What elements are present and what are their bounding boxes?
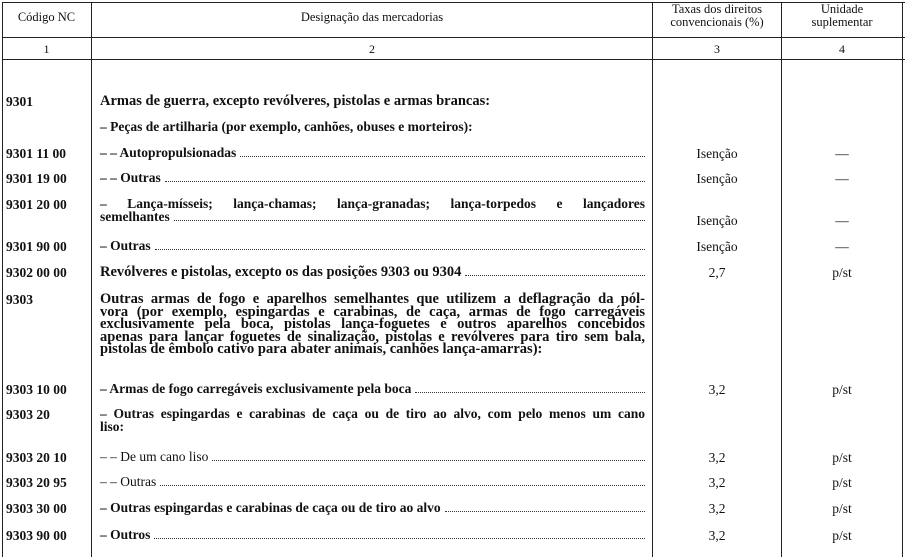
row-code: 9302 00 00 [6,265,67,280]
leader-dots [165,172,645,182]
row-unit: — [835,239,849,254]
row-description-text: – Armas de fogo carregáveis exclusivamente pela boca [100,381,412,396]
leader-dots [445,502,645,512]
row-description [100,502,645,515]
row-unit: p/st [832,475,852,490]
row-description [100,451,645,464]
row-description: – Peças de artilharia (por exemplo, canhões, obuses e morteiros): [100,119,473,134]
row-description [100,383,645,396]
row-description [100,408,645,433]
row-description-text: – – Outras [100,474,157,489]
row-rate: Isenção [696,239,738,254]
row-code: 9303 20 10 [6,450,67,465]
row-description [100,476,645,489]
table-border-right [902,2,903,557]
row-rate: 3,2 [708,382,726,397]
row-rate: 3,2 [708,528,726,543]
row-description-line: apenas para lançar foguetes de sinalização, pistolas e revólveres para tiro sem bala, [100,328,645,345]
row-code: 9301 [6,94,33,109]
row-code: 9303 [6,292,33,307]
row-unit: p/st [832,501,852,516]
leader-dots [154,529,645,539]
row-description-text: – Outras espingardas e carabinas de caça ou de tiro ao alvo [100,500,441,515]
row-description-text: – – De um cano liso [100,449,209,464]
row-code: 9303 10 00 [6,382,67,397]
row-description [100,172,645,185]
row-description [100,293,645,356]
row-unit: p/st [832,450,852,465]
header-code: Código NC [17,10,76,24]
header-unit-line1: Unidade [820,2,864,16]
table-border-left [2,2,3,557]
row-description-line: vora (por exemplo, espingardas e carabinas, de caça, armas de fogo carregáveis [100,303,645,320]
row-code: 9301 90 00 [6,239,67,254]
row-description-line: Outras armas de fogo e aparelhos semelhantes que utilizem a deflagração da pól- [100,291,645,307]
row-description-line: liso: [100,418,125,434]
row-description-line: exclusivamente pela boca, pistolas lança-foguetes e outros aparelhos concebidos [100,316,645,332]
header-divider [2,37,905,38]
row-unit: p/st [832,528,852,543]
row-code: 9301 20 00 [6,197,67,212]
row-description-text: Revólveres e pistolas, excepto os das posições 9303 ou 9304 [100,264,462,280]
row-rate: 3,2 [708,450,726,465]
header-unit [782,3,902,29]
row-unit: — [835,213,849,228]
row-description [100,147,645,160]
column-number: 1 [43,42,50,56]
row-code: 9303 90 00 [6,528,67,543]
row-code: 9303 30 00 [6,501,67,516]
row-description-text: – – Autopropulsionadas [100,145,237,160]
row-description [100,266,645,279]
row-code: 9301 11 00 [6,146,67,161]
row-description-line: – Outras espingardas e carabinas de caça ou de tiro ao alvo, com pelo menos um cano [100,406,645,421]
leader-dots [212,451,645,461]
header-rate-line1: Taxas dos direitos [671,2,763,16]
leader-dots [174,211,645,221]
row-description-line: – Lança-mísseis; lança-chamas; lança-granadas; lança-torpedos e lançadores [100,196,645,211]
row-description [100,240,645,253]
row-description [100,529,645,542]
header-rate-line2: convencionais (%) [670,15,764,29]
row-code: 9301 19 00 [6,171,67,186]
row-code: 9303 20 [6,407,50,422]
row-unit: p/st [832,265,852,280]
number-row-divider [2,59,905,60]
row-rate: 3,2 [708,475,726,490]
row-description-line [100,208,645,224]
leader-dots [465,266,645,276]
leader-dots [415,383,645,393]
column-divider [91,2,92,557]
header-unit-line2: suplementar [811,15,873,29]
column-number: 4 [839,42,845,56]
row-rate: 2,7 [708,265,726,280]
row-rate: Isenção [696,171,738,186]
row-description: Armas de guerra, excepto revólveres, pistolas e armas brancas: [100,93,491,109]
row-description [100,198,645,223]
header-rate [653,3,781,29]
row-description-text: – – Outras [100,170,161,185]
row-rate: 3,2 [708,501,726,516]
row-rate: Isenção [696,213,738,228]
row-description-text: – Outras [100,238,151,253]
header-description: Designação das mercadorias [300,10,444,24]
row-unit: — [835,171,849,186]
leader-dots [160,476,645,486]
row-description-text: – Outros [100,527,151,542]
row-unit: p/st [832,382,852,397]
column-number: 2 [369,42,375,56]
row-code: 9303 20 95 [6,475,67,490]
leader-dots [240,147,645,157]
column-number: 3 [714,42,720,56]
row-description-text: semelhantes [100,208,170,224]
leader-dots [155,240,645,250]
row-description-line: pistolas de êmbolo cativo para abater animais, canhões lança-amarras): [100,341,543,357]
row-unit: — [835,146,849,161]
row-rate: Isenção [696,146,738,161]
